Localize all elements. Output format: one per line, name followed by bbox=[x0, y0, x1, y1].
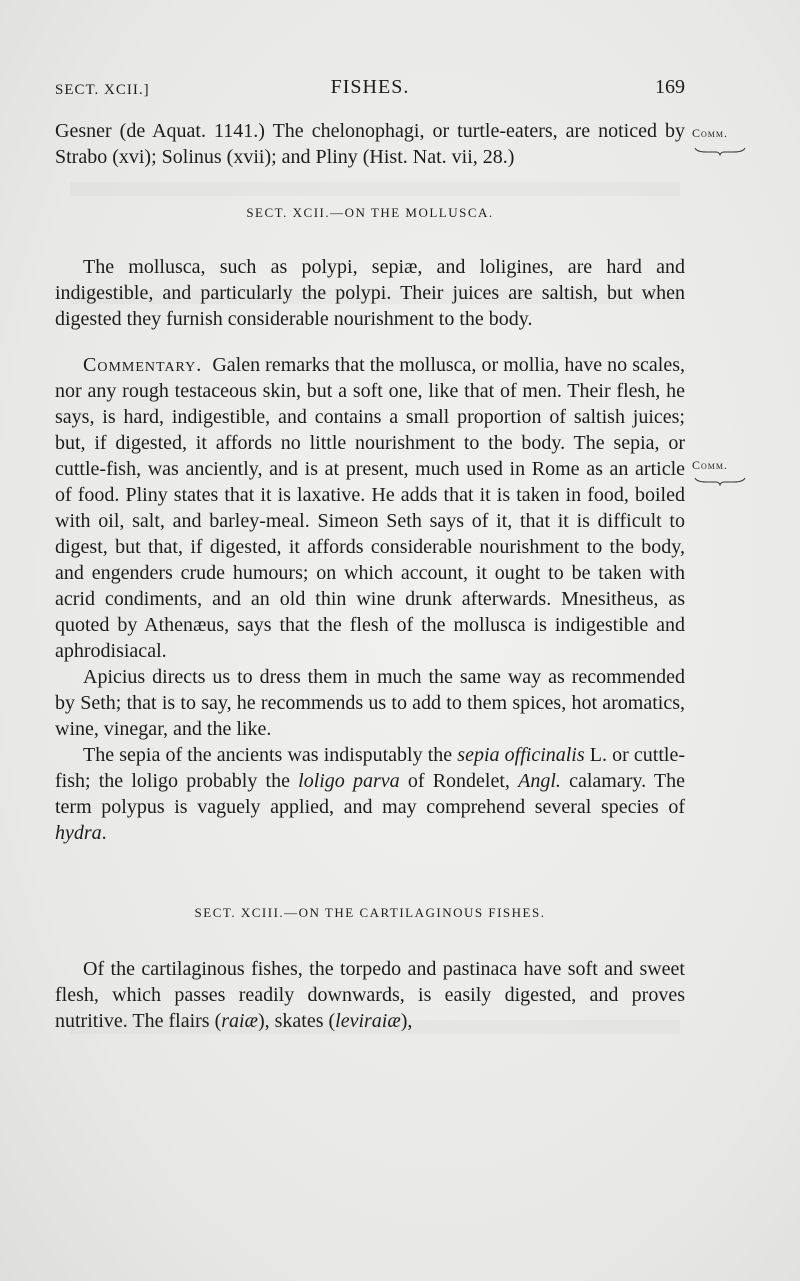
paragraph-gesner: Gesner (de Aquat. 1141.) The chelonophagi, or turtle-eaters, are noticed by Strabo (xvi); Solinus (xvii); and Pliny (Hist. Nat. vii, 28.) bbox=[55, 120, 685, 168]
italic-term: raiæ bbox=[221, 1010, 258, 1032]
page-header bbox=[55, 76, 685, 106]
paragraph-sepia bbox=[55, 742, 685, 846]
paragraph-mollusca: The mollusca, such as polypi, sepiæ, and loligines, are hard and indigestible, and particularly the polypi. Their juices are saltish, but when digested they furnish considerable nourishment to the body. bbox=[55, 256, 685, 330]
text-run: L. or cuttle-fish; the loligo probably the bbox=[55, 744, 686, 792]
text-run: of Rondelet, bbox=[399, 770, 519, 792]
text-run: Of the cartilaginous fishes, the torpedo and pastinaca have soft and sweet flesh, which passes readily downwards, is easily digested, and proves nutritive. The flairs ( bbox=[55, 958, 685, 1032]
italic-term: Angl. bbox=[518, 770, 561, 792]
text-run: calamary. The term polypus is vaguely applied, and may comprehend several species of bbox=[55, 770, 686, 818]
margin-note-comm: Comm. bbox=[692, 458, 729, 472]
paragraph-apicius: Apicius directs us to dress them in much the same way as recommended by Seth; that is to say, he recommends us to add to them spices, hot aromatics, wine, vinegar, and the like. bbox=[55, 666, 685, 740]
italic-term: hydra bbox=[55, 822, 102, 844]
paragraph-cartilaginous bbox=[55, 956, 685, 1034]
page-title: FISHES. bbox=[330, 76, 410, 98]
text-run: The sepia of the ancients was indisputably the bbox=[83, 744, 458, 766]
commentary-text: Galen remarks that the mollusca, or mollia, have no scales, nor any rough testaceous skin, but a soft one, like that of men. Their flesh, he says, is hard, indigestible, and contains a small proportion of saltish juices; but, if digested, it affords no little nourishment to the body. The sepia, or cuttle-fish, was anciently, and is at present, much used in Rome as an article of food. Pliny states that it is laxative. He adds that it is taken in food, boiled with oil, salt, and barley-meal. Simeon Seth says of it, that it is difficult to digest, but that, if digested, it affords considerable nourishment to the body, and engenders crude humours; on which account, it ought to be taken with acrid condiments, and an old thin wine drunk afterwards. Mnesitheus, as quoted by Athenæus, says that the flesh of the mollusca is indigestible and aphrodisiacal. bbox=[55, 354, 685, 662]
body-text bbox=[55, 118, 685, 1034]
italic-term: sepia officinalis bbox=[457, 744, 585, 766]
text-run: ), skates ( bbox=[257, 1010, 336, 1032]
margin-brace-icon bbox=[694, 146, 746, 156]
section-heading-mollusca: SECT. XCII.—ON THE MOLLUSCA. bbox=[246, 205, 494, 220]
text-run: . bbox=[101, 822, 107, 844]
running-head: SECT. XCII.] bbox=[55, 82, 150, 98]
italic-term: leviraiæ bbox=[335, 1010, 401, 1032]
margin-note-comm: Comm. bbox=[692, 126, 729, 140]
margin-brace-icon bbox=[694, 476, 746, 486]
text-run: ), bbox=[400, 1010, 413, 1032]
italic-term: loligo parva bbox=[298, 770, 400, 792]
paragraph-commentary bbox=[55, 352, 685, 664]
section-heading-cartilaginous: SECT. XCIII.—ON THE CARTILAGINOUS FISHES. bbox=[194, 905, 546, 920]
commentary-label: Commentary. bbox=[83, 354, 203, 376]
page-number: 169 bbox=[655, 76, 685, 98]
